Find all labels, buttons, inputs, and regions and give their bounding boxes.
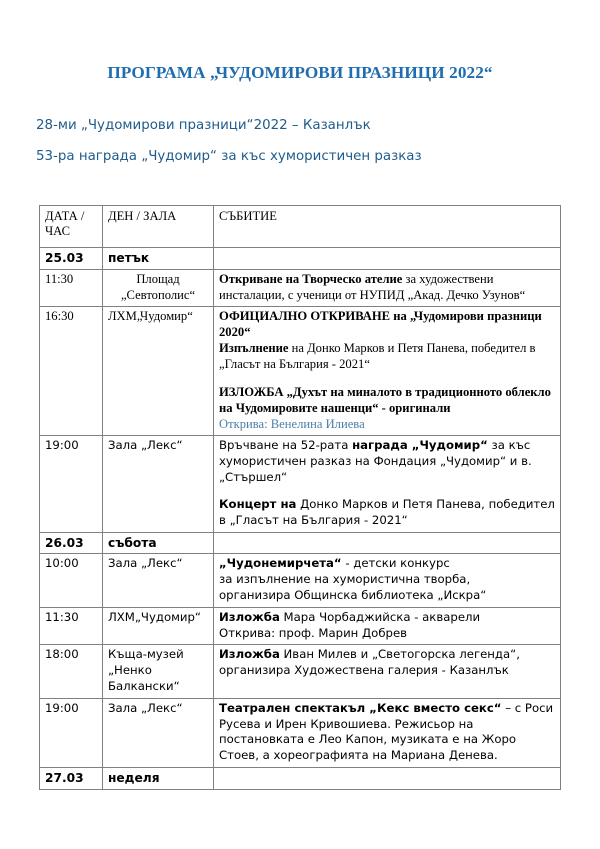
row-time: 10:00 <box>40 554 103 607</box>
day-separator-row <box>40 767 561 789</box>
event-line: организира Общинска библиотека „Искра“ <box>219 587 487 602</box>
day-empty-cell <box>214 767 561 789</box>
column-header-venue: ДЕН / ЗАЛА <box>103 206 214 248</box>
event-line-gap <box>219 373 555 385</box>
event-tail: на Донко Марков и Петя Панева, победител в „Гласът на България - 2021“ <box>219 341 536 372</box>
row-time: 19:00 <box>40 698 103 767</box>
column-header-event: СЪБИТИЕ <box>214 206 561 248</box>
row-event <box>214 607 561 645</box>
table-row <box>40 554 561 607</box>
row-time: 19:00 <box>40 436 103 532</box>
column-header-date: ДАТА / ЧАС <box>40 206 103 248</box>
day-date: 27.03 <box>40 767 103 789</box>
row-venue: ЛХМ„Чудомир“ <box>103 307 214 436</box>
event-line: ИЗЛОЖБА „Духът на миналото в традиционното облекло на Чудомировите нашенци“ - оригинали <box>219 384 551 415</box>
day-separator-row <box>40 532 561 554</box>
event-bold: ОФИЦИАЛНО ОТКРИВАНЕ <box>219 309 391 324</box>
event-tail: – с Роси Русева и Ирен Кривошиева. Режисьор на постановката е Лео Капон, музиката е на Жоро Стоев, а хореографията на Мариана Денева. <box>219 700 554 763</box>
row-time: 11:30 <box>40 607 103 645</box>
table-row <box>40 436 561 532</box>
day-empty-cell <box>214 248 561 270</box>
event-bold: „Чудонемирчета“ <box>219 556 342 571</box>
event-tail: за художествени инсталации, с ученици от НУПИД „Акад. Дечко Узунов“ <box>219 271 526 302</box>
event-tail: за къс хумористичен разказ на Фондация „Чудомир“ и в.„Стършел“ <box>219 438 532 485</box>
event-bold: Изпълнение <box>219 341 289 356</box>
table-header-row <box>40 206 561 248</box>
row-venue: Зала „Лекс“ <box>103 554 214 607</box>
event-line-gap <box>219 486 555 497</box>
event-tail: Иван Милев и „Светогорска легенда“, организира Художествена галерия - Казанлък <box>219 647 520 678</box>
row-venue: Къща-музей „Ненко Балкански“ <box>103 645 214 698</box>
row-event <box>214 698 561 767</box>
event-tail: на „Чудомирови празници 2020“ <box>219 309 542 340</box>
event-tail: - детски конкурс <box>341 556 450 571</box>
event-opener-note: Открива: Венелина Илиева <box>219 416 365 431</box>
page-title: ПРОГРАМА „ЧУДОМИРОВИ ПРАЗНИЦИ 2022“ <box>107 63 493 82</box>
event-bold: Изложба <box>219 609 280 624</box>
row-event <box>214 554 561 607</box>
schedule-table <box>39 205 561 790</box>
event-bold-lead: Откриване на <box>219 271 303 286</box>
table-row <box>40 269 561 307</box>
day-weekday: събота <box>103 532 214 554</box>
day-date: 25.03 <box>40 248 103 270</box>
table-row <box>40 645 561 698</box>
event-line <box>219 309 555 341</box>
row-time: 18:00 <box>40 645 103 698</box>
table-row <box>40 698 561 767</box>
table-row <box>40 607 561 645</box>
row-time: 11:30 <box>40 269 103 307</box>
event-line: за изпълнение на хумористична творба, <box>219 572 471 587</box>
event-line <box>219 610 555 626</box>
row-event <box>214 307 561 436</box>
event-lead: Връчване на 52-рата <box>219 438 353 453</box>
row-event <box>214 436 561 532</box>
event-bold: награда „Чудомир“ <box>352 438 488 453</box>
event-opener-note: Открива: проф. Марин Добрев <box>219 625 408 640</box>
event-bold: Творческо ателие <box>302 271 403 286</box>
event-line <box>219 341 555 373</box>
row-venue: ЛХМ„Чудомир“ <box>103 607 214 645</box>
row-time: 16:30 <box>40 307 103 436</box>
row-venue: Зала „Лекс“ <box>103 436 214 532</box>
row-event <box>214 645 561 698</box>
day-weekday: неделя <box>103 767 214 789</box>
event-line <box>219 556 555 572</box>
subtitle-award: 53-ра награда „Чудомир“ за къс хумористичен разказ <box>36 149 422 164</box>
row-venue: Площад „Севтополис“ <box>103 269 214 307</box>
row-venue: Зала „Лекс“ <box>103 698 214 767</box>
day-weekday: петък <box>103 248 214 270</box>
event-bold: Театрален спектакъл „Кекс вместо секс“ <box>219 700 502 715</box>
row-event <box>214 269 561 307</box>
event-line <box>219 438 555 485</box>
table-row <box>40 307 561 436</box>
day-date: 26.03 <box>40 532 103 554</box>
event-tail: Мара Чорбаджийска - акварели <box>279 609 481 624</box>
event-bold: Изложба <box>219 647 280 662</box>
event-tail: Донко Марков и Петя Панева, победител в „Гласът на България - 2021“ <box>219 496 555 527</box>
event-bold: Концерт на <box>219 496 297 511</box>
day-separator-row <box>40 248 561 270</box>
event-line <box>219 497 555 529</box>
subtitle-edition: 28-ми „Чудомирови празници“2022 – Казанлък <box>36 118 371 133</box>
day-empty-cell <box>214 532 561 554</box>
